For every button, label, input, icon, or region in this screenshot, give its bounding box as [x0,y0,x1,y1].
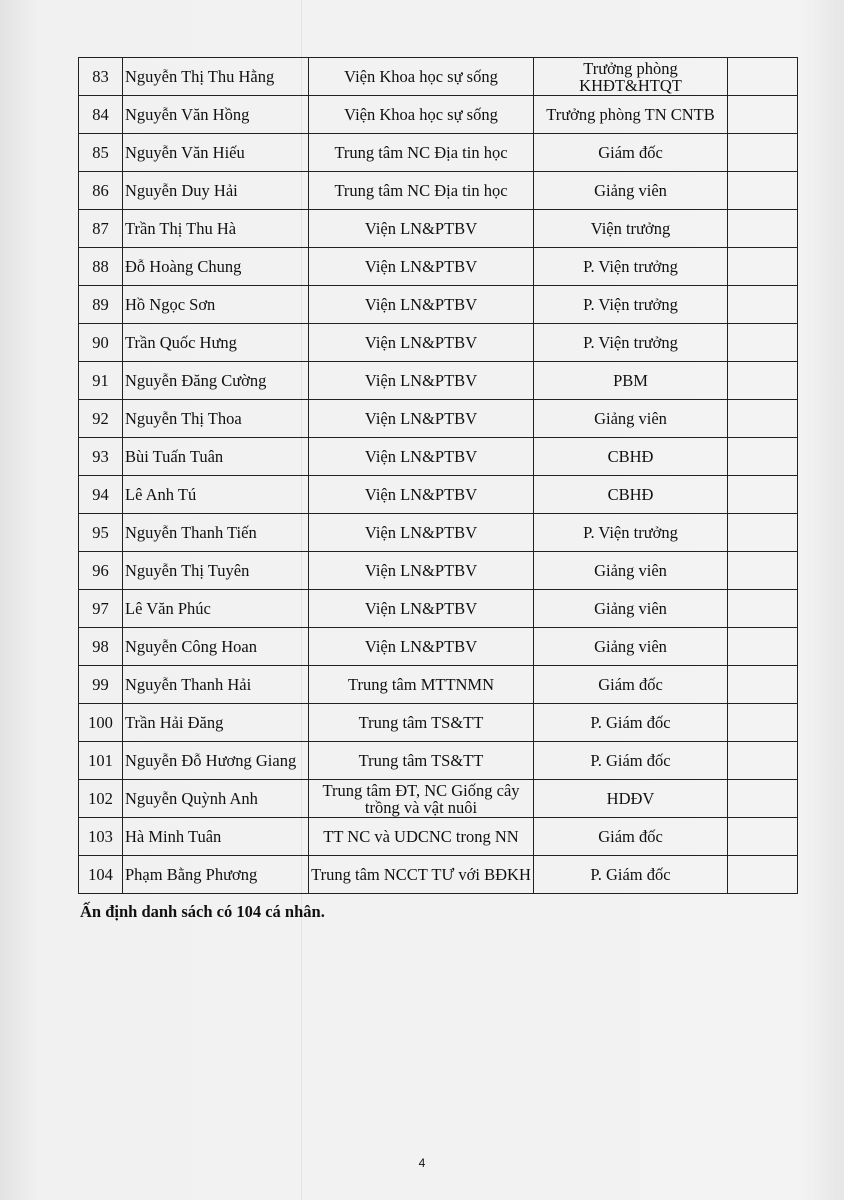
row-position: CBHĐ [534,476,728,514]
row-position: P. Viện trưởng [534,324,728,362]
row-unit: Viện LN&PTBV [309,514,534,552]
row-note-cell [728,666,798,704]
row-number: 91 [79,362,123,400]
row-name: Nguyễn Thị Tuyên [123,552,309,590]
row-name: Phạm Bằng Phương [123,856,309,894]
row-number: 89 [79,286,123,324]
row-note-cell [728,134,798,172]
row-note-cell [728,704,798,742]
row-unit: Viện Khoa học sự sống [309,58,534,96]
closing-note: Ấn định danh sách có 104 cá nhân. [80,902,325,921]
row-position: Giám đốc [534,818,728,856]
row-unit: Trung tâm NC Địa tin học [309,134,534,172]
row-number: 83 [79,58,123,96]
row-name: Hồ Ngọc Sơn [123,286,309,324]
row-note-cell [728,400,798,438]
staff-table-body [79,58,798,894]
row-unit: Viện LN&PTBV [309,438,534,476]
row-number: 98 [79,628,123,666]
row-unit: Viện LN&PTBV [309,552,534,590]
row-note-cell [728,476,798,514]
row-position: P. Viện trưởng [534,248,728,286]
row-number: 102 [79,780,123,818]
row-position: Trưởng phòng TN CNTB [534,96,728,134]
row-note-cell [728,628,798,666]
row-number: 88 [79,248,123,286]
row-position: Giảng viên [534,628,728,666]
row-note-cell [728,514,798,552]
row-number: 99 [79,666,123,704]
table-row [79,324,798,362]
row-unit: Trung tâm NC Địa tin học [309,172,534,210]
row-note-cell [728,818,798,856]
table-row [79,818,798,856]
row-number: 93 [79,438,123,476]
row-number: 101 [79,742,123,780]
row-unit: Trung tâm NCCT TƯ với BĐKH [309,856,534,894]
row-position: Giám đốc [534,666,728,704]
table-row [79,590,798,628]
table-row [79,476,798,514]
row-position: P. Giám đốc [534,856,728,894]
table-row [79,552,798,590]
row-position: P. Viện trưởng [534,286,728,324]
row-name: Nguyễn Thanh Hải [123,666,309,704]
row-unit: Viện LN&PTBV [309,210,534,248]
table-row [79,172,798,210]
row-name: Nguyễn Duy Hải [123,172,309,210]
row-name: Trần Thị Thu Hà [123,210,309,248]
table-row [79,58,798,96]
row-unit: Viện LN&PTBV [309,400,534,438]
table-row [79,400,798,438]
row-name: Trần Quốc Hưng [123,324,309,362]
row-position: P. Giám đốc [534,742,728,780]
row-note-cell [728,742,798,780]
row-number: 97 [79,590,123,628]
table-row [79,628,798,666]
row-unit: Viện LN&PTBV [309,628,534,666]
table-row [79,666,798,704]
row-position: Giảng viên [534,400,728,438]
table-row [79,96,798,134]
row-name: Nguyễn Đỗ Hương Giang [123,742,309,780]
page-number: 4 [418,1156,426,1170]
row-unit: Viện LN&PTBV [309,590,534,628]
row-number: 95 [79,514,123,552]
table-row [79,438,798,476]
row-number: 86 [79,172,123,210]
row-number: 96 [79,552,123,590]
row-position: Viện trưởng [534,210,728,248]
row-unit: Viện LN&PTBV [309,476,534,514]
row-unit: Viện LN&PTBV [309,286,534,324]
table-row [79,286,798,324]
row-number: 103 [79,818,123,856]
staff-table [78,57,798,894]
row-note-cell [728,362,798,400]
row-note-cell [728,552,798,590]
row-number: 87 [79,210,123,248]
row-position: P. Giám đốc [534,704,728,742]
row-name: Nguyễn Công Hoan [123,628,309,666]
row-name: Nguyễn Đăng Cường [123,362,309,400]
row-number: 84 [79,96,123,134]
row-note-cell [728,58,798,96]
row-name: Đỗ Hoàng Chung [123,248,309,286]
table-row [79,514,798,552]
row-position: P. Viện trưởng [534,514,728,552]
row-name: Nguyễn Thanh Tiến [123,514,309,552]
row-name: Nguyễn Thị Thoa [123,400,309,438]
row-position: Giảng viên [534,590,728,628]
row-position: CBHĐ [534,438,728,476]
row-note-cell [728,172,798,210]
row-note-cell [728,210,798,248]
row-name: Lê Anh Tú [123,476,309,514]
row-name: Lê Văn Phúc [123,590,309,628]
row-note-cell [728,438,798,476]
row-unit: TT NC và UDCNC trong NN [309,818,534,856]
row-unit: Viện LN&PTBV [309,324,534,362]
row-name: Bùi Tuấn Tuân [123,438,309,476]
row-position: PBM [534,362,728,400]
row-unit: Viện LN&PTBV [309,248,534,286]
row-unit: Viện LN&PTBV [309,362,534,400]
table-row [79,780,798,818]
table-row [79,248,798,286]
row-note-cell [728,96,798,134]
row-unit: Trung tâm MTTNMN [309,666,534,704]
table-row [79,362,798,400]
row-number: 104 [79,856,123,894]
row-name: Trần Hải Đăng [123,704,309,742]
row-position: Giảng viên [534,172,728,210]
row-note-cell [728,248,798,286]
row-name: Nguyễn Thị Thu Hằng [123,58,309,96]
row-number: 92 [79,400,123,438]
row-note-cell [728,856,798,894]
row-position: Giảng viên [534,552,728,590]
table-row [79,742,798,780]
row-position: Giám đốc [534,134,728,172]
row-note-cell [728,324,798,362]
row-note-cell [728,590,798,628]
row-unit: Trung tâm TS&TT [309,704,534,742]
row-position: HDĐV [534,780,728,818]
row-name: Nguyễn Quỳnh Anh [123,780,309,818]
row-unit: Viện Khoa học sự sống [309,96,534,134]
row-number: 85 [79,134,123,172]
table-row [79,704,798,742]
row-number: 94 [79,476,123,514]
table-row [79,134,798,172]
row-name: Nguyễn Văn Hiếu [123,134,309,172]
table-row [79,856,798,894]
row-number: 90 [79,324,123,362]
row-note-cell [728,780,798,818]
row-unit: Trung tâm TS&TT [309,742,534,780]
table-row [79,210,798,248]
row-note-cell [728,286,798,324]
row-number: 100 [79,704,123,742]
row-position: Trưởng phòng KHĐT&HTQT [534,58,728,96]
row-name: Nguyễn Văn Hồng [123,96,309,134]
row-unit: Trung tâm ĐT, NC Giống cây trồng và vật nuôi [309,780,534,818]
row-name: Hà Minh Tuân [123,818,309,856]
